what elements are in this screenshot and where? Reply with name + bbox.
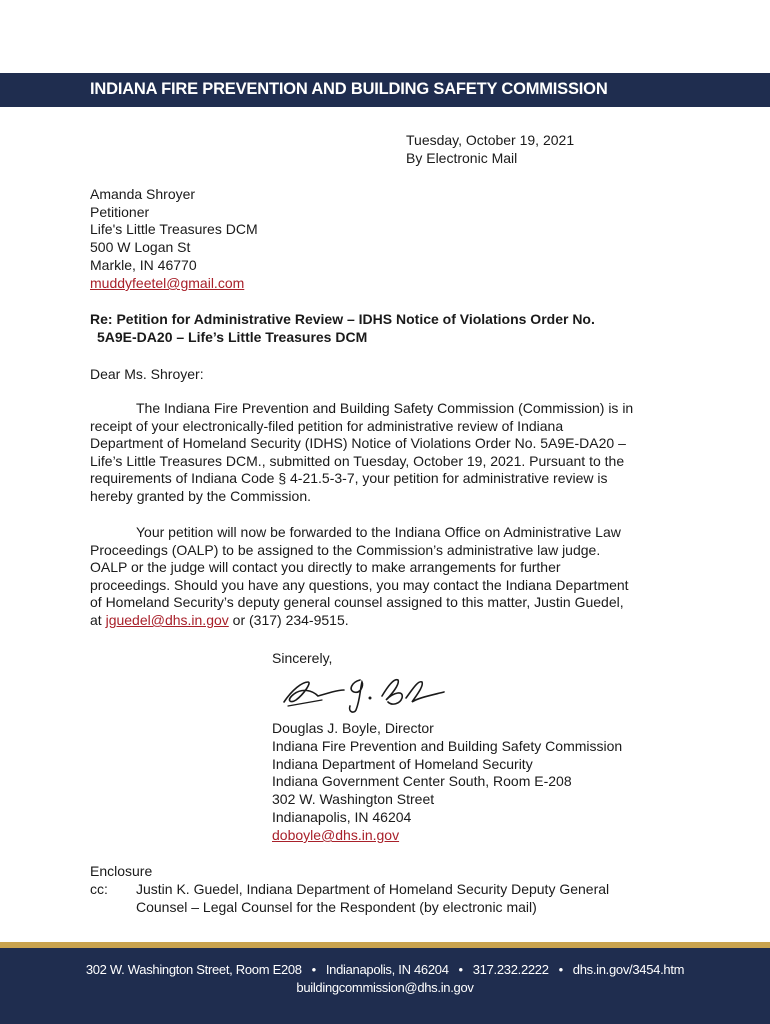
paragraph-2-last-line: [90, 612, 680, 630]
signer-building: Indiana Government Center South, Room E-208: [272, 773, 572, 789]
letter-date: Tuesday, October 19, 2021: [406, 132, 575, 148]
paragraph-1-line: Life’s Little Treasures DCM., submitted on Tuesday, October 19, 2021. Pursuant to the: [90, 452, 625, 469]
footer-bar: [0, 948, 770, 1024]
recipient-email-link[interactable]: muddyfeetel@gmail.com: [90, 275, 245, 291]
paragraph-1-line: receipt of your electronically-filed petition for administrative review of Indiana: [90, 417, 564, 434]
closing-sincerely: Sincerely,: [272, 650, 333, 666]
footer-email[interactable]: buildingcommission@dhs.in.gov: [296, 980, 474, 995]
cc-line-2: Counsel – Legal Counsel for the Respondent (by electronic mail): [136, 898, 537, 915]
delivery-method: By Electronic Mail: [406, 150, 518, 166]
signer-street: 302 W. Washington Street: [272, 791, 435, 807]
cc-label: cc:: [90, 881, 108, 897]
subject-line-1: Re: Petition for Administrative Review – IDHS Notice of Violations Order No.: [90, 311, 595, 327]
paragraph-2: [90, 524, 680, 630]
paragraph-2-line: Proceedings (OALP) to be assigned to the Commission’s administrative law judge.: [90, 541, 601, 558]
cc-line-1: Justin K. Guedel, Indiana Department of Homeland Security Deputy General: [136, 881, 610, 897]
contact-phone: or (317) 234-9515.: [228, 611, 349, 628]
signer-email-link[interactable]: doboyle@dhs.in.gov: [272, 827, 400, 843]
paragraph-2-line: Your petition will now be forwarded to the Indiana Office on Administrative Law: [136, 524, 621, 540]
recipient-role: Petitioner: [90, 204, 150, 220]
header-title: INDIANA FIRE PREVENTION AND BUILDING SAFETY COMMISSION: [90, 80, 608, 98]
paragraph-1-line: Department of Homeland Security (IDHS) Notice of Violations Order No. 5A9E-DA20 –: [90, 435, 626, 452]
signer-org-2: Indiana Department of Homeland Security: [272, 756, 533, 772]
paragraph-2-line: of Homeland Security’s deputy general counsel assigned to this matter, Justin Guedel,: [90, 594, 624, 611]
subject-line-2: 5A9E-DA20 – Life’s Little Treasures DCM: [97, 329, 368, 345]
footer-address-line: 302 W. Washington Street, Room E208 • Indianapolis, IN 46204 • 317.232.2222 • dhs.in.gov/3454.htm: [85, 962, 685, 977]
recipient-city: Markle, IN 46770: [90, 257, 197, 273]
paragraph-1: [90, 400, 680, 506]
counsel-email-link[interactable]: jguedel@dhs.in.gov: [105, 611, 229, 628]
signer-city: Indianapolis, IN 46204: [272, 809, 412, 825]
signer-name-title: Douglas J. Boyle, Director: [272, 720, 434, 736]
paragraph-2-line: proceedings. Should you have any questions, you may contact the Indiana Department: [90, 576, 629, 593]
cc-recipient: [136, 881, 609, 916]
paragraph-1-line: requirements of Indiana Code § 4-21.5-3-7, your petition for administrative review is: [90, 470, 608, 487]
signature-image: [278, 668, 453, 718]
recipient-business: Life's Little Treasures DCM: [90, 221, 258, 237]
paragraph-1-line: hereby granted by the Commission.: [90, 487, 311, 504]
signer-org-1: Indiana Fire Prevention and Building Safety Commission: [272, 738, 623, 754]
paragraph-2-line: OALP or the judge will contact you directly to make arrangements for further: [90, 559, 561, 576]
recipient-name: Amanda Shroyer: [90, 186, 196, 202]
enclosure-label: Enclosure: [90, 863, 153, 879]
recipient-street: 500 W Logan St: [90, 239, 191, 255]
header-bar: [0, 73, 770, 107]
contact-prefix: at: [90, 611, 106, 628]
salutation: Dear Ms. Shroyer:: [90, 366, 204, 382]
paragraph-1-line: The Indiana Fire Prevention and Building Safety Commission (Commission) is in: [136, 400, 634, 416]
